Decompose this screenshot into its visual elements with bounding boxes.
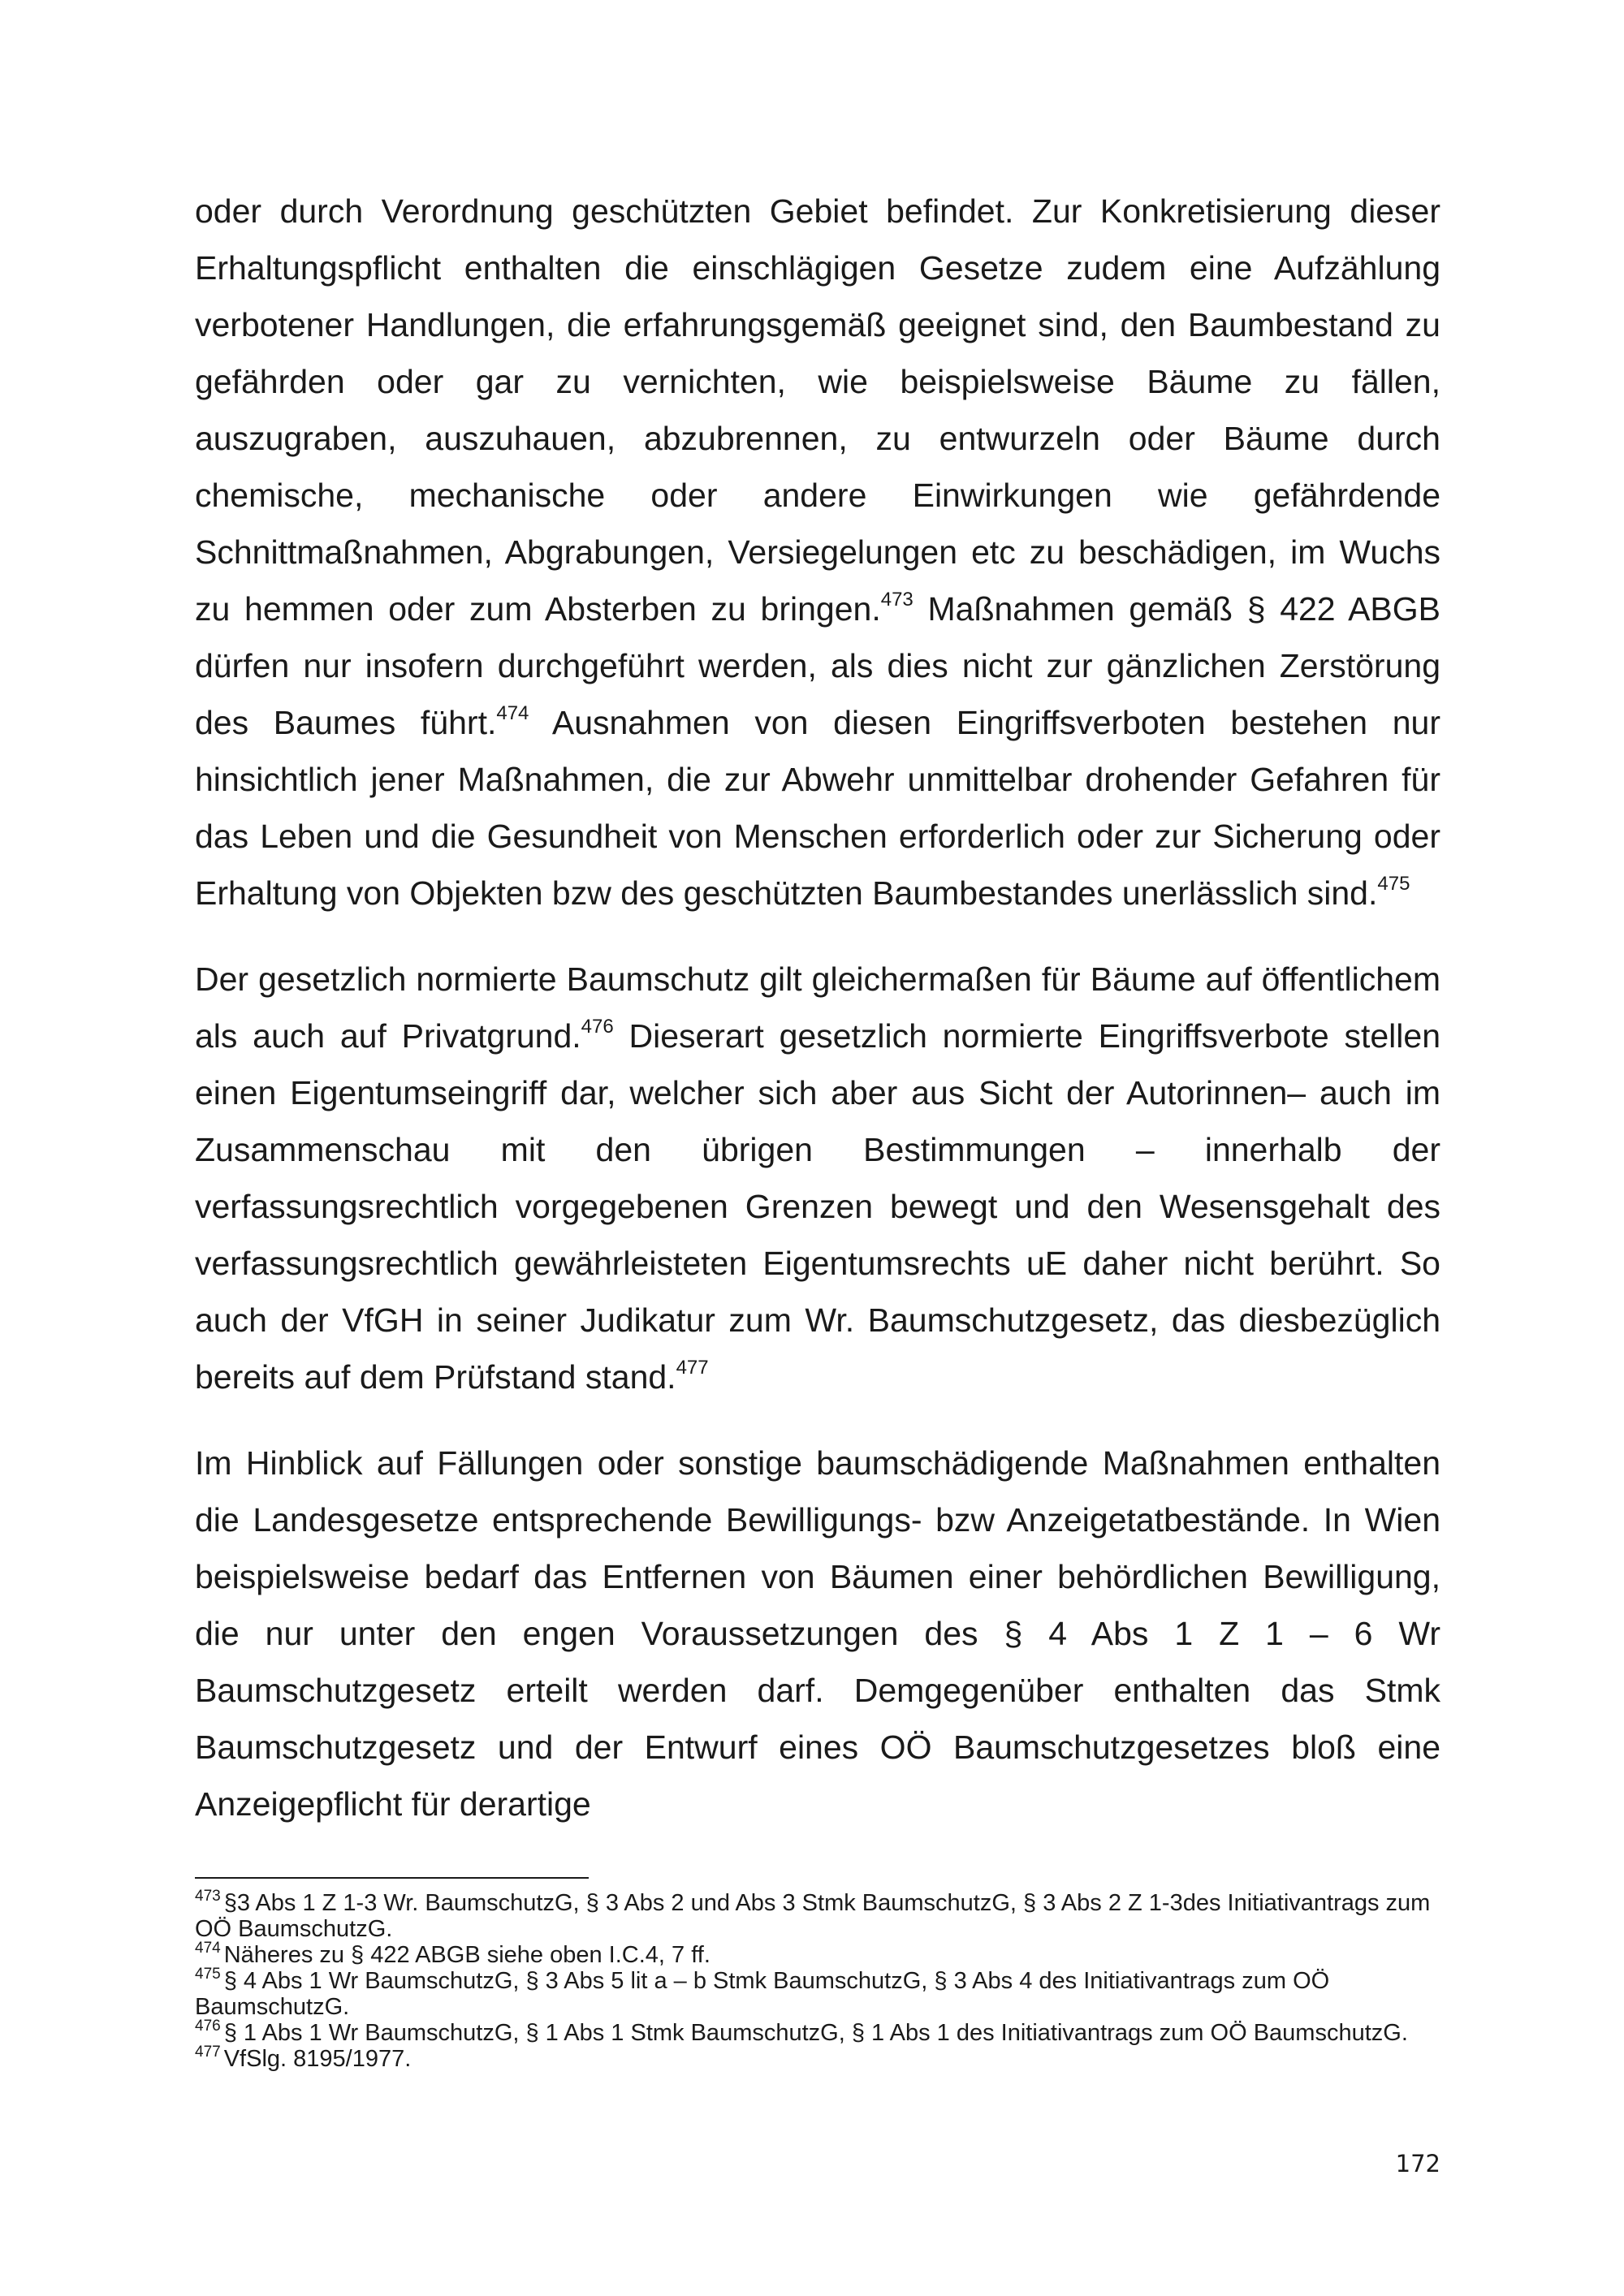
paragraph-text: oder durch Verordnung geschützten Gebiet befindet. Zur Konkretisierung dieser Erhaltungspflicht enthalten die einschlägigen Gesetze zudem eine Aufzählung verbotener Handlungen, die erfahrungsgemäß geeignet sind, den Baumbestand zu gefährden oder gar zu vernichten, wie beispielsweise Bäume zu fällen, auszugraben, auszuhauen, abzubrennen, zu entwurzeln oder Bäume durch chemische, mechanische oder andere Einwirkungen wie gefährdende Schnittmaßnahmen, Abgrabungen, Versiegelungen etc zu beschädigen, im Wuchs zu hemmen oder zum Absterben zu bringen. [195, 192, 1440, 628]
footnote-number: 475 [195, 1966, 221, 1983]
paragraph-text: Ausnahmen von diesen Eingriffsverboten bestehen nur hinsichtlich jener Maßnahmen, die zur Abwehr unmittelbar drohender Gefahren für das Leben und die Gesundheit von Menschen erforderlich oder zur Sicherung oder Erhaltung von Objekten bzw des geschützten Baumbestandes unerlässlich sind. [195, 704, 1440, 912]
paragraph-text: Der gesetzlich normierte Baumschutz gilt gleichermaßen für Bäume auf öffentlichem als auch auf Privatgrund. [195, 960, 1440, 1055]
paragraph [195, 1435, 1440, 1832]
footnote-reference[interactable]: 476 [581, 1016, 614, 1038]
footnote-text: VfSlg. 8195/1977. [223, 2046, 412, 2072]
footnote-reference[interactable]: 475 [1377, 873, 1410, 895]
footnote [195, 1890, 1440, 1942]
footnote-text: §3 Abs 1 Z 1-3 Wr. BaumschutzG, § 3 Abs 2 und Abs 3 Stmk BaumschutzG, § 3 Abs 2 Z 1-3des Initiativantrags zum OÖ BaumschutzG. [195, 1890, 1431, 1942]
paragraph-text: Dieserart gesetzlich normierte Eingriffsverbote stellen einen Eigentumseingriff dar, welcher sich aber aus Sicht der Autorinnen– auch im Zusammenschau mit den übrigen Bestimmungen – innerhalb der verfassungsrechtlich vorgegebenen Grenzen bewegt und den Wesensgehalt des verfassungsrechtlich gewährleisteten Eigentumsrechts uE daher nicht berührt. So auch der VfGH in seiner Judikatur zum Wr. Baumschutzgesetz, das diesbezüglich bereits auf dem Prüfstand stand. [195, 1017, 1440, 1396]
paragraph [195, 183, 1440, 921]
footnote-text: § 4 Abs 1 Wr BaumschutzG, § 3 Abs 5 lit a – b Stmk BaumschutzG, § 3 Abs 4 des Initiativantrags zum OÖ BaumschutzG. [195, 1968, 1330, 2020]
footnote-reference[interactable]: 473 [880, 589, 914, 611]
footnote [195, 1942, 1440, 1968]
footnote-number: 477 [195, 2044, 221, 2061]
footnote [195, 1968, 1440, 2020]
footnote-number: 473 [195, 1888, 221, 1905]
footnote-number: 474 [195, 1940, 221, 1957]
paragraph-text: Im Hinblick auf Fällungen oder sonstige baumschädigende Maßnahmen enthalten die Landesgesetze entsprechende Bewilligungs- bzw Anzeigetatbestände. In Wien beispielsweise bedarf das Entfernen von Bäumen einer behördlichen Bewilligung, die nur unter den engen Voraussetzungen des § 4 Abs 1 Z 1 – 6 Wr Baumschutzgesetz erteilt werden darf. Demgegenüber enthalten das Stmk Baumschutzgesetz und der Entwurf eines OÖ Baumschutzgesetzes bloß eine Anzeigepflicht für derartige [195, 1444, 1440, 1823]
footnote-text: § 1 Abs 1 Wr BaumschutzG, § 1 Abs 1 Stmk BaumschutzG, § 1 Abs 1 des Initiativantrags zum OÖ BaumschutzG. [223, 2020, 1408, 2046]
footnote [195, 2020, 1440, 2046]
paragraph-text: Maßnahmen gemäß § 422 ABGB dürfen nur insofern durchgeführt werden, als dies nicht zur gänzlichen Zerstörung des Baumes führt. [195, 590, 1440, 741]
footnote-reference[interactable]: 477 [676, 1357, 709, 1379]
footnote-number: 476 [195, 2018, 221, 2035]
footnote-text: Näheres zu § 422 ABGB siehe oben I.C.4, 7 ff. [223, 1942, 710, 1968]
body-text [195, 183, 1440, 1832]
footnotes [195, 1890, 1440, 2072]
page-number: 172 [1395, 2150, 1440, 2177]
footnote [195, 2046, 1440, 2072]
paragraph [195, 951, 1440, 1405]
footnote-separator [195, 1877, 589, 1879]
footnote-reference[interactable]: 474 [496, 702, 529, 724]
